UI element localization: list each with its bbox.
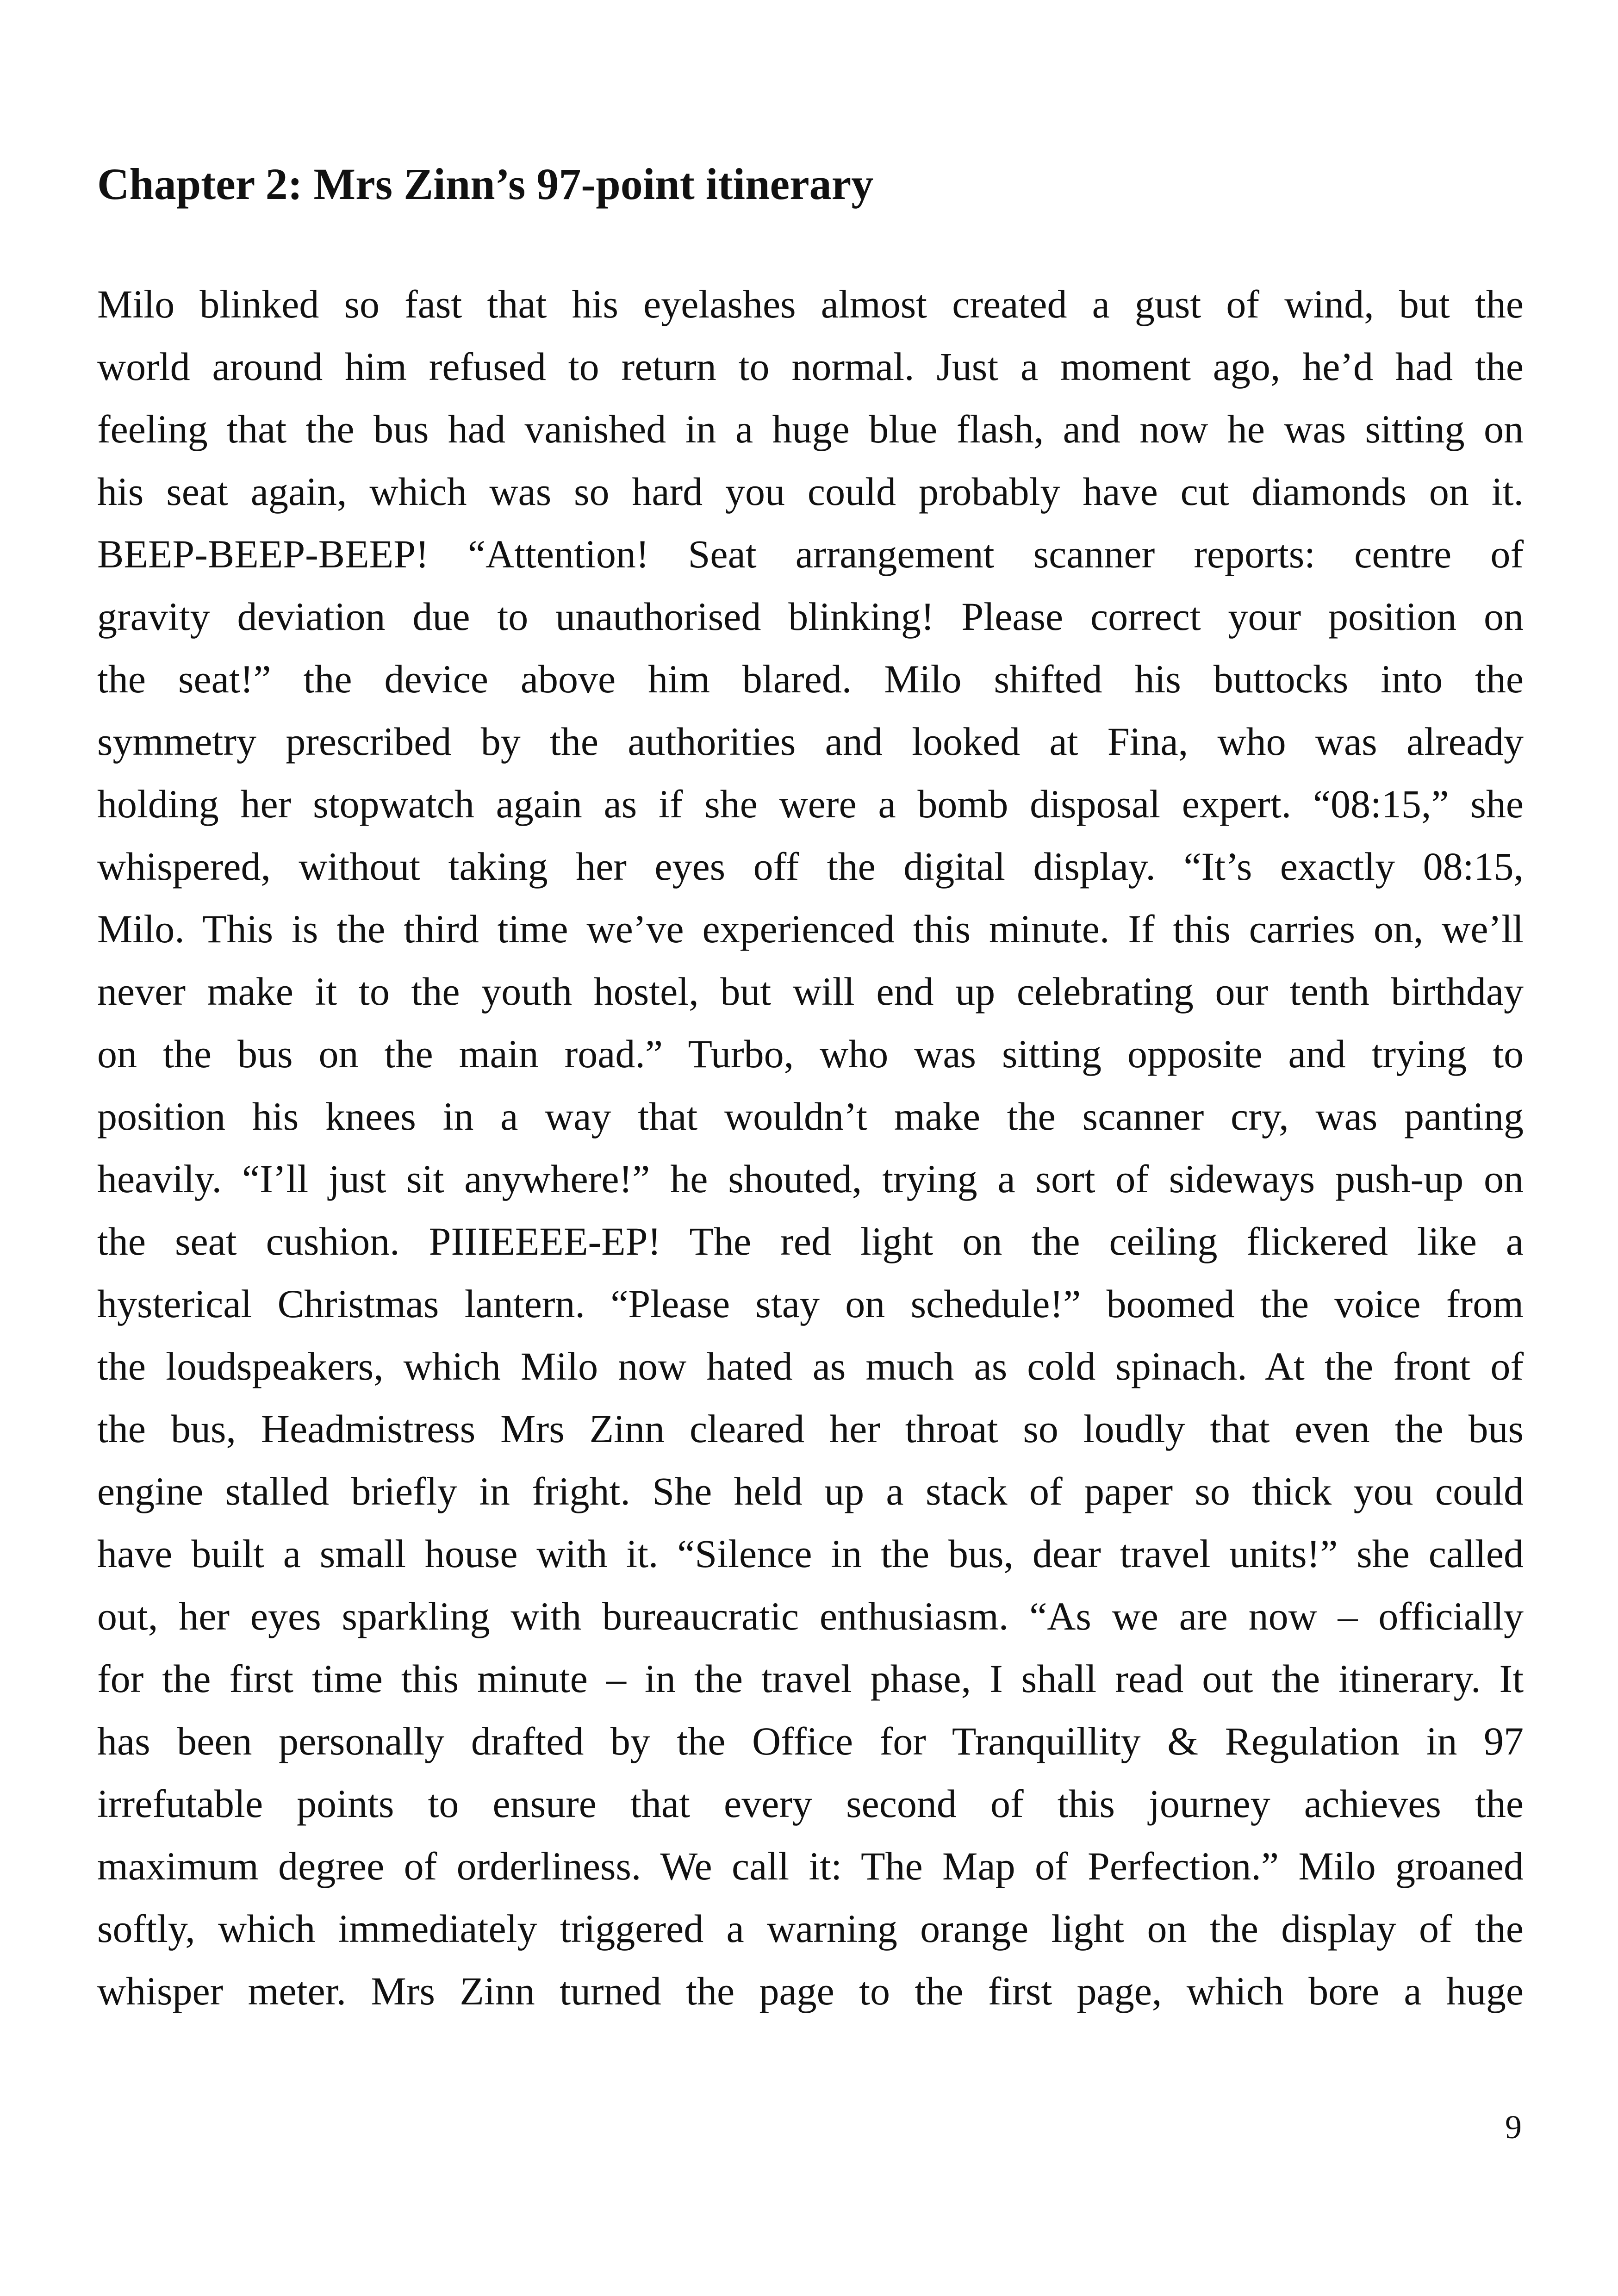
text-line: gravity deviation due to unauthorised blinking! Please correct your position on — [97, 594, 1524, 639]
text-line: have built a small house with it. “Silence in the bus, dear travel units!” she called — [97, 1531, 1524, 1576]
text-line: position his knees in a way that wouldn’t make the scanner cry, was panting — [97, 1094, 1524, 1139]
text-line: heavily. “I’ll just sit anywhere!” he shouted, trying a sort of sideways push-up on — [97, 1157, 1524, 1201]
text-line: the bus, Headmistress Mrs Zinn cleared her throat so loudly that even the bus — [97, 1406, 1524, 1451]
text-line: has been personally drafted by the Office for Tranquillity & Regulation in 97 — [97, 1719, 1524, 1763]
text-line: on the bus on the main road.” Turbo, who was sitting opposite and trying to — [97, 1032, 1524, 1076]
text-line: maximum degree of orderliness. We call it: The Map of Perfection.” Milo groaned — [97, 1844, 1524, 1888]
text-line: Milo blinked so fast that his eyelashes almost created a gust of wind, but the — [97, 282, 1524, 326]
text-line: his seat again, which was so hard you could probably have cut diamonds on it. — [97, 469, 1524, 514]
text-line: engine stalled briefly in fright. She held up a stack of paper so thick you could — [97, 1469, 1524, 1513]
text-line: out, her eyes sparkling with bureaucratic enthusiasm. “As we are now – officially — [97, 1594, 1524, 1638]
text-line: holding her stopwatch again as if she were a bomb disposal expert. “08:15,” she — [97, 782, 1524, 826]
text-line: whispered, without taking her eyes off the digital display. “It’s exactly 08:15, — [97, 844, 1524, 889]
page-number: 9 — [1505, 2109, 1522, 2146]
text-line: world around him refused to return to normal. Just a moment ago, he’d had the — [97, 344, 1524, 389]
text-line: BEEP-BEEP-BEEP! “Attention! Seat arrangement scanner reports: centre of — [97, 532, 1524, 576]
text-line: never make it to the youth hostel, but will end up celebrating our tenth birthday — [97, 969, 1524, 1014]
text-line: the seat cushion. PIIIEEEE-EP! The red light on the ceiling flickered like a — [97, 1219, 1524, 1263]
chapter-title: Chapter 2: Mrs Zinn’s 97-point itinerary — [97, 159, 874, 209]
text-line: symmetry prescribed by the authorities and looked at Fina, who was already — [97, 719, 1524, 764]
text-line: Milo. This is the third time we’ve experienced this minute. If this carries on, we’ll — [97, 907, 1524, 951]
text-line: the loudspeakers, which Milo now hated as much as cold spinach. At the front of — [97, 1344, 1524, 1388]
text-line: whisper meter. Mrs Zinn turned the page to the first page, which bore a huge — [97, 1969, 1524, 2013]
text-line: feeling that the bus had vanished in a huge blue flash, and now he was sitting on — [97, 407, 1524, 451]
text-line: hysterical Christmas lantern. “Please stay on schedule!” boomed the voice from — [97, 1282, 1524, 1326]
text-line: softly, which immediately triggered a warning orange light on the display of the — [97, 1906, 1524, 1951]
text-line: the seat!” the device above him blared. Milo shifted his buttocks into the — [97, 657, 1524, 701]
text-line: irrefutable points to ensure that every second of this journey achieves the — [97, 1781, 1524, 1826]
body-paragraph — [97, 273, 1524, 2022]
text-line: for the first time this minute – in the travel phase, I shall read out the itinerary. It — [97, 1656, 1524, 1701]
